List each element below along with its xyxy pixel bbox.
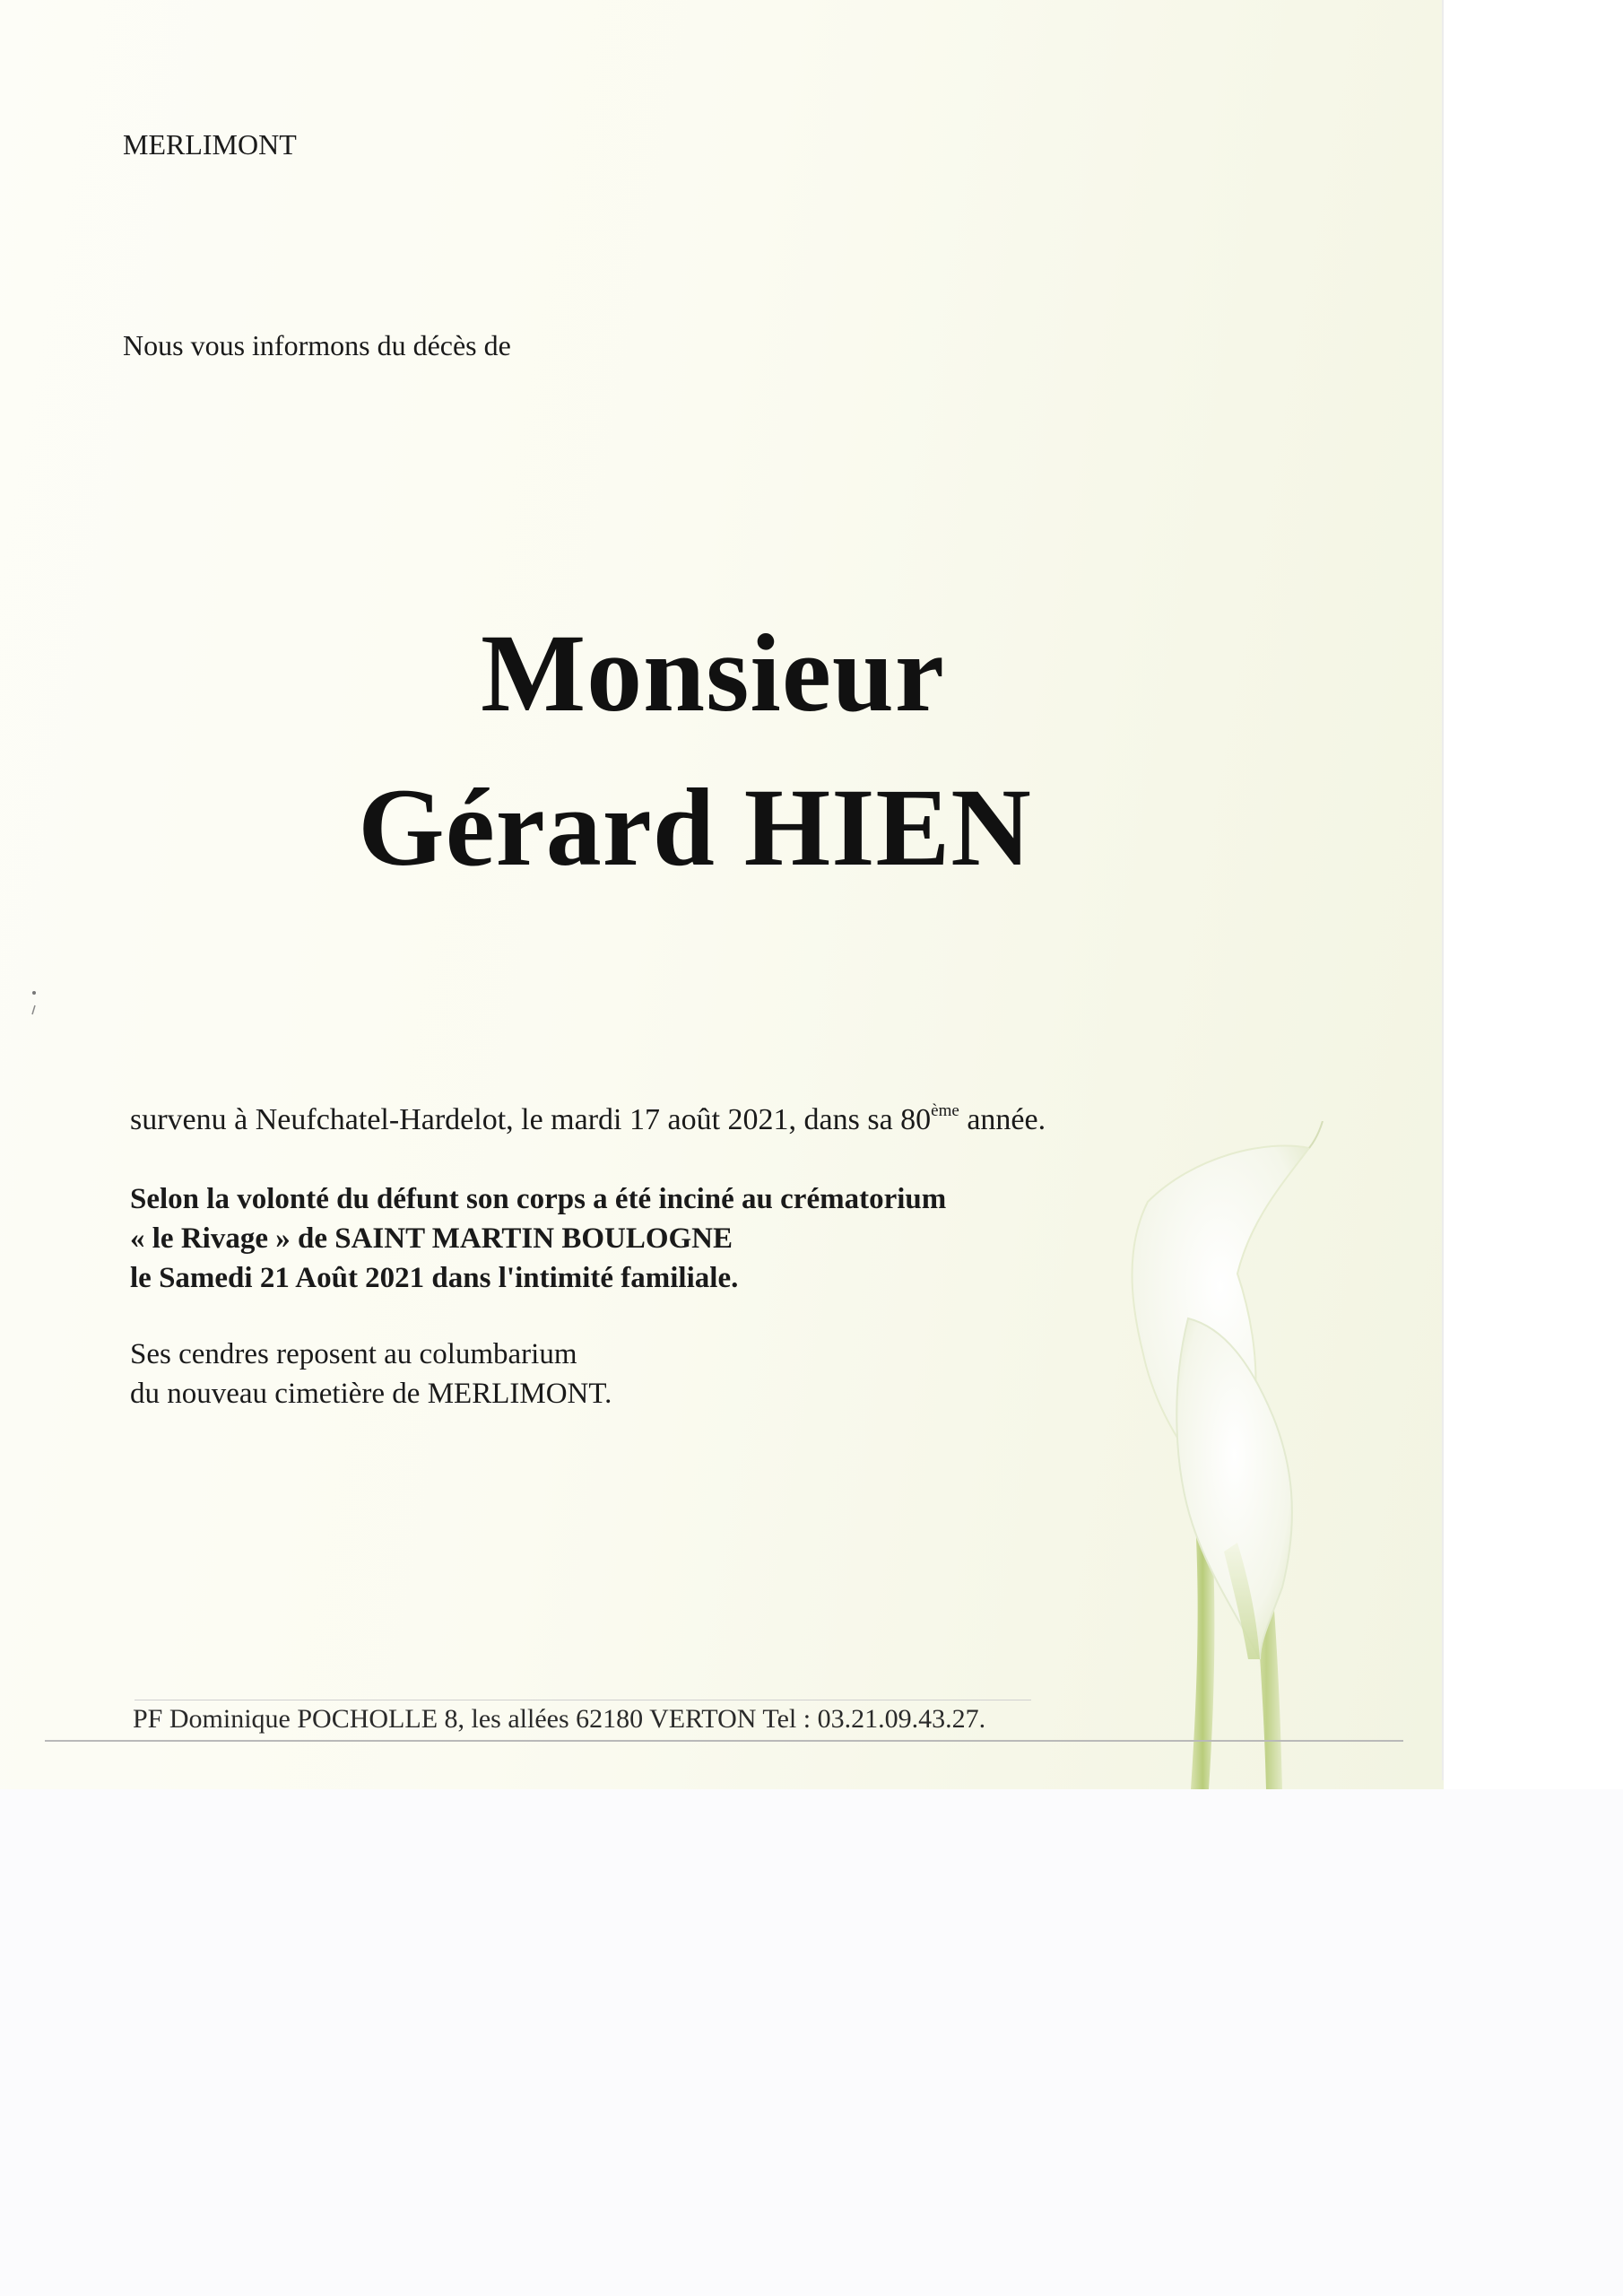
scan-speck [29,989,39,1016]
footer-rule [45,1740,1403,1742]
ceremony-line: Selon la volonté du défunt son corps a été inciné au crématorium [130,1183,947,1215]
death-details [130,1101,1046,1137]
lily-tip [1309,1121,1323,1148]
funeral-home-footer: PF Dominique POCHOLLE 8, les allées 62180 VERTON Tel : 03.21.09.43.27. [133,1704,986,1734]
deceased-title: Monsieur [481,612,945,735]
intro-text: Nous vous informons du décès de [123,329,511,361]
ceremony-line: « le Rivage » de SAINT MARTIN BOULOGNE [130,1222,733,1255]
ceremony-paragraph [130,1179,946,1298]
death-details-main: survenu à Neufchatel-Hardelot, le mardi 17 août 2021, dans sa 80 [130,1103,932,1136]
ceremony-line: le Samedi 21 Août 2021 dans l'intimité familiale. [130,1262,739,1294]
deceased-name: Gérard HIEN [358,766,1032,889]
death-details-superscript: ème [931,1101,959,1120]
location-heading: MERLIMONT [123,128,297,161]
death-details-end: année. [959,1103,1046,1136]
scanner-background [0,1789,1623,2296]
ashes-line: du nouveau cimetière de MERLIMONT. [130,1378,612,1410]
calla-lily-illustration [1058,1121,1444,1789]
lily-flower-front [1176,1318,1292,1659]
ashes-paragraph [130,1335,612,1413]
ashes-line: Ses cendres reposent au columbarium [130,1338,577,1370]
